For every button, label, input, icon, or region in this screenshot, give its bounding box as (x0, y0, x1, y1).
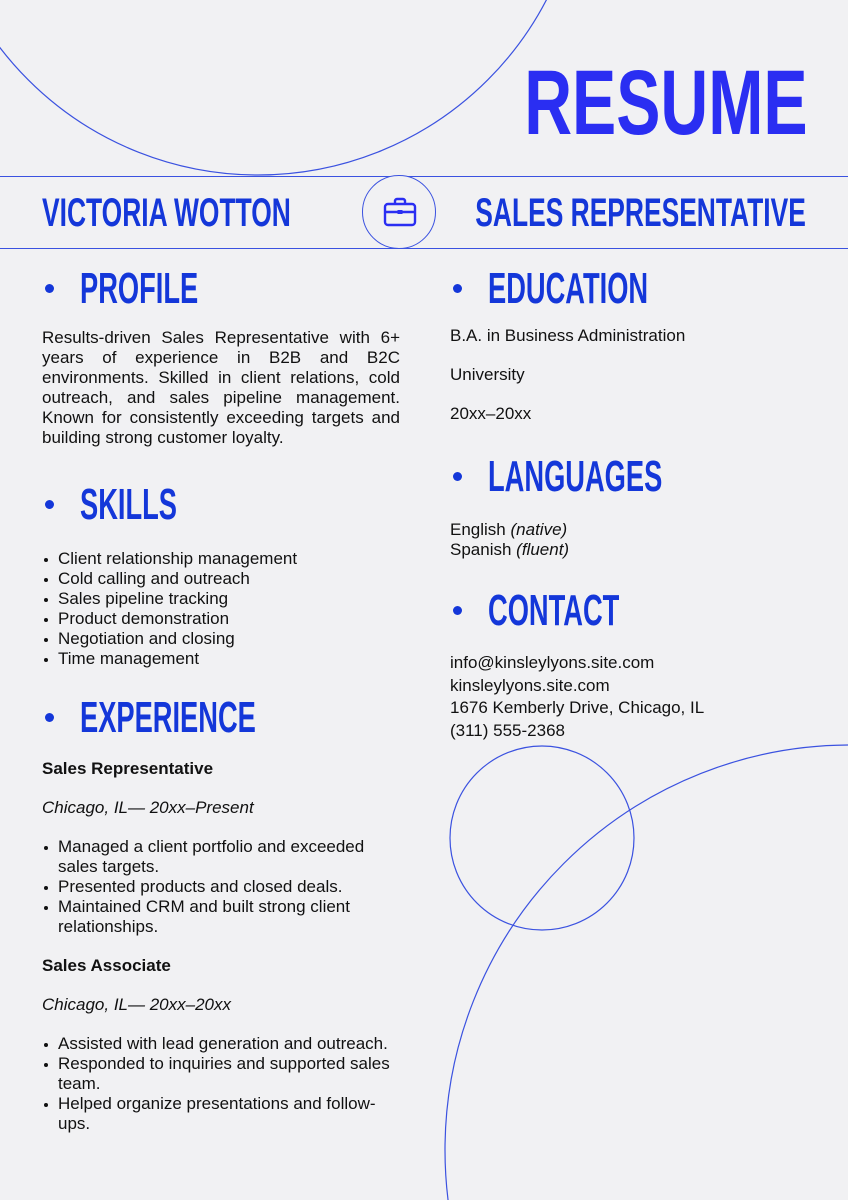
candidate-role: SALES REPRESENTATIVE (475, 191, 806, 235)
language-name: English (450, 520, 506, 539)
language-level: (fluent) (516, 540, 570, 559)
list-item: Time management (42, 649, 400, 669)
list-item: Cold calling and outreach (42, 569, 400, 589)
contact-list (450, 652, 810, 742)
top-left-arc (0, 0, 583, 175)
candidate-name: VICTORIA WOTTON (42, 191, 291, 235)
contact-heading (450, 580, 810, 638)
header-bottom-line (0, 248, 848, 249)
large-bottom-arc (445, 745, 848, 1200)
contact-address: 1676 Kemberly Drive, Chicago, IL (450, 698, 705, 717)
section-title: CONTACT (488, 586, 620, 635)
small-circle (450, 746, 634, 930)
skills-heading (42, 474, 400, 532)
language-level: (native) (510, 520, 568, 539)
list-item: Maintained CRM and built strong client relationships. (42, 897, 400, 937)
list-item: Presented products and closed deals. (42, 877, 400, 897)
education-school: University (450, 365, 525, 384)
job-entry (42, 759, 400, 937)
language-name: Spanish (450, 540, 512, 559)
contact-phone[interactable]: (311) 555-2368 (450, 720, 565, 740)
contact-website[interactable]: kinsleylyons.site.com (450, 675, 610, 695)
list-item: Helped organize presentations and follow-ups. (42, 1094, 400, 1134)
header-top-line (0, 176, 848, 177)
list-item (450, 520, 810, 540)
job-bullets (42, 837, 400, 937)
education-heading (450, 258, 810, 316)
list-item: Negotiation and closing (42, 629, 400, 649)
briefcase-badge (362, 175, 436, 249)
list-item: Client relationship management (42, 549, 400, 569)
right-column (450, 258, 810, 742)
section-title: EDUCATION (488, 264, 649, 313)
heading-bullet-icon (45, 284, 54, 293)
resume-title: RESUME (524, 52, 808, 154)
skills-list (42, 549, 400, 669)
briefcase-icon (380, 193, 420, 233)
left-column (42, 258, 400, 1134)
heading-bullet-icon (453, 472, 462, 481)
list-item: Assisted with lead generation and outreach. (42, 1034, 400, 1054)
job-bullets (42, 1034, 400, 1134)
list-item: Sales pipeline tracking (42, 589, 400, 609)
contact-email[interactable]: info@kinsleylyons.site.com (450, 653, 655, 672)
profile-heading (42, 258, 400, 316)
education-degree: B.A. in Business Administration (450, 326, 686, 345)
section-title: SKILLS (80, 480, 178, 529)
section-title: EXPERIENCE (80, 693, 256, 742)
heading-bullet-icon (45, 713, 54, 722)
list-item: Managed a client portfolio and exceeded sales targets. (42, 837, 400, 877)
heading-bullet-icon (453, 606, 462, 615)
languages-heading (450, 446, 810, 504)
job-title: Sales Associate (42, 956, 171, 975)
education-years: 20xx–20xx (450, 404, 532, 423)
list-item: Product demonstration (42, 609, 400, 629)
heading-bullet-icon (45, 500, 54, 509)
job-meta: Chicago, IL— 20xx–20xx (42, 995, 231, 1014)
section-title: PROFILE (80, 264, 199, 313)
job-entry (42, 956, 400, 1134)
section-title: LANGUAGES (488, 452, 663, 501)
list-item (450, 540, 810, 560)
job-title: Sales Representative (42, 759, 214, 778)
profile-text: Results-driven Sales Representative with 6+ years of experience in B2B and B2C environments. Skilled in client relations, cold outreach, and sales pipeline management. Known for consistently exceeding targets and building strong customer loyalty. (42, 328, 400, 447)
heading-bullet-icon (453, 284, 462, 293)
experience-heading (42, 687, 400, 745)
job-meta: Chicago, IL— 20xx–Present (42, 798, 254, 817)
list-item: Responded to inquiries and supported sales team. (42, 1054, 400, 1094)
languages-list (450, 520, 810, 560)
